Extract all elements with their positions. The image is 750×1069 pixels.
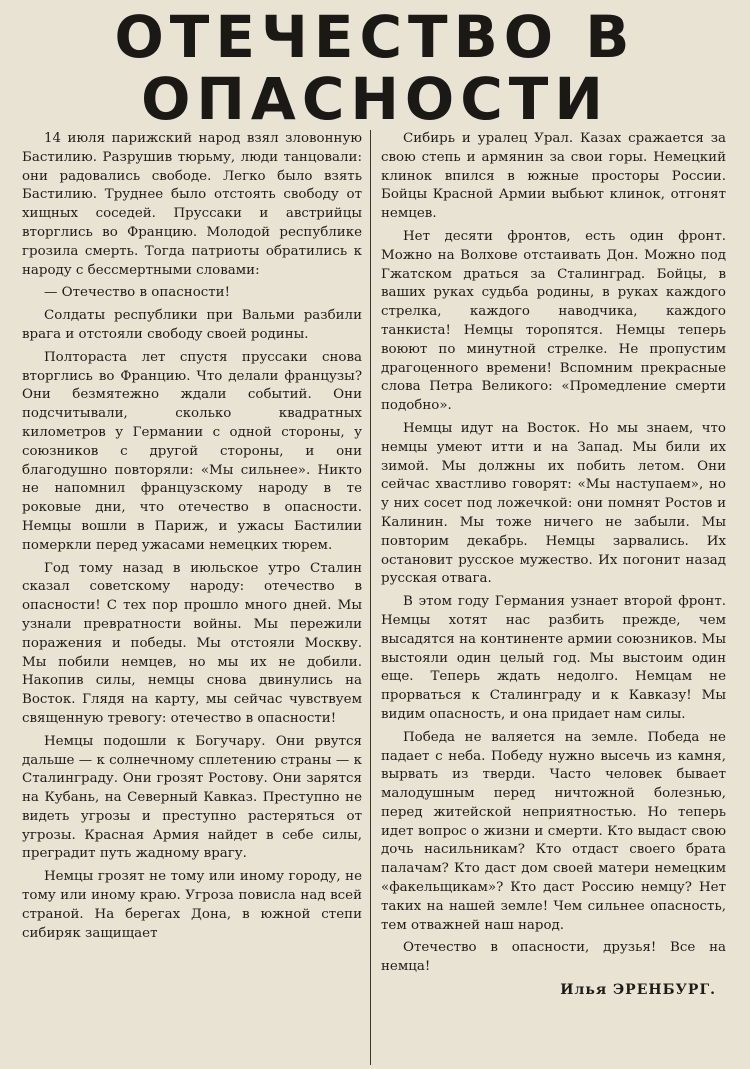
paragraph: Полтораста лет спустя пруссаки снова вторглись во Францию. Что делали французы? Они безмятежно ждали событий. Они подсчитывали, сколько квадратных километров у Германии с одной стороны, у союзников с другой стороны, и они благодушно повторяли: «Мы сильнее». Никто не напомнил французскому народу в те роковые дни, что отечество в опасности. Немцы вошли в Париж, и ужасы Бастилии померкли перед ужасами немецких тюрем. [22,349,362,553]
headline [0,3,750,133]
paragraph: 14 июля парижский народ взял зловонную Бастилию. Разрушив тюрьму, люди танцовали: они радовались свободе. Легко было взять Бастилию. Труднее было отстоять свободу от хищных соседей. Пруссаки и австрийцы вторглись во Францию. Молодой республике грозила смерть. Тогда патриоты обратились к народу с бессмертными словами: [22,131,362,278]
headline-line-1: ОТЕЧЕСТВО В [114,3,636,71]
headline-line-2: ОПАСНОСТИ [141,65,609,133]
paragraph: Нет десяти фронтов, есть один фронт. Можно на Волхове отстаивать Дон. Можно под Гжатском драться за Сталинград. Бойцы, в ваших руках судьба родины, в руках каждого стрелка, каждого наводчика, каждого танкиста! Немцы торопятся. Немцы теперь воюют по минутной стрелке. Не пропустим драгоценного времени! Вспомним прекрасные слова Петра Великого: «Промедление смерти подобно». [381,228,726,414]
paragraph: Сибирь и уралец Урал. Казах сражается за свою степь и армянин за свои горы. Немецкий клинок впился в южные просторы России. Бойцы Красной Армии выбьют клинок, отгонят немцев. [381,131,726,222]
paragraph: Победа не валяется на земле. Победа не падает с неба. Победу нужно высечь из камня, вырвать из тверди. Часто человек бывает малодушным перед ничтожной болезнью, перед житейской неприятностью. Но теперь идет вопрос о жизни и смерти. Кто выдаст свою дочь насильникам? Кто отдаст своего брата палачам? Кто даст дом своей матери немецким «факельщикам»? Кто даст Россию немцу? Нет таких на нашей земле! Чем сильнее опасность, тем отважней наш народ. [381,729,726,933]
paragraph: Немцы подошли к Богучару. Они рвутся дальше — к солнечному сплетению страны — к Сталинграду. Они грозят Ростову. Они зарятся на Кубань, на Северный Кавказ. Преступно не видеть угрозы и преступно растеряться от угрозы. Красная Армия найдет в себе силы, преградит путь жадному врагу. [22,733,362,862]
paragraph: Немцы грозят не тому или иному городу, не тому или иному краю. Угроза повисла над всей страной. На берегах Дона, в южной степи сибиряк защищает [22,869,362,941]
paragraph: Год тому назад в июльское утро Сталин сказал советскому народу: отечество в опасности! С тех пор прошло много дней. Мы узнали превратности войны. Мы пережили поражения и победы. Мы отстояли Москву. Мы побили немцев, но мы их не добили. Накопив силы, немцы снова двинулись на Восток. Глядя на карту, мы сейчас чувствуем священную тревогу: отечество в опасности! [22,560,362,726]
article-column-left [10,130,370,1065]
paragraph: Немцы идут на Восток. Но мы знаем, что немцы умеют итти и на Запад. Мы били их зимой. Мы должны их побить летом. Они сейчас хвастливо говорят: «Мы наступаем», но у них сосет под ложечкой: они помнят Ростов и Калинин. Мы тоже ничего не забыли. Мы повторим декабрь. Немцы зарвались. Их остановит русское мужество. Их погонит назад русская отвага. [381,420,726,587]
paragraph: — Отечество в опасности! [44,285,230,301]
paragraph: Отечество в опасности, друзья! Все на немца! [381,940,726,975]
article-column-right [370,130,730,1065]
author-signature: Илья ЭРЕНБУРГ. [560,982,716,999]
article-columns [10,130,745,1065]
paragraph: В этом году Германия узнает второй фронт. Немцы хотят нас разбить прежде, чем высадятся на континенте армии союзников. Мы выстояли один целый год. Мы выстоим один еще. Теперь ждать недолго. Немцам не прорваться к Сталинграду и к Кавказу! Мы видим опасность, и она придает нам силы. [381,594,726,722]
paragraph: Солдаты республики при Вальми разбили врага и отстояли свободу своей родины. [22,308,362,342]
